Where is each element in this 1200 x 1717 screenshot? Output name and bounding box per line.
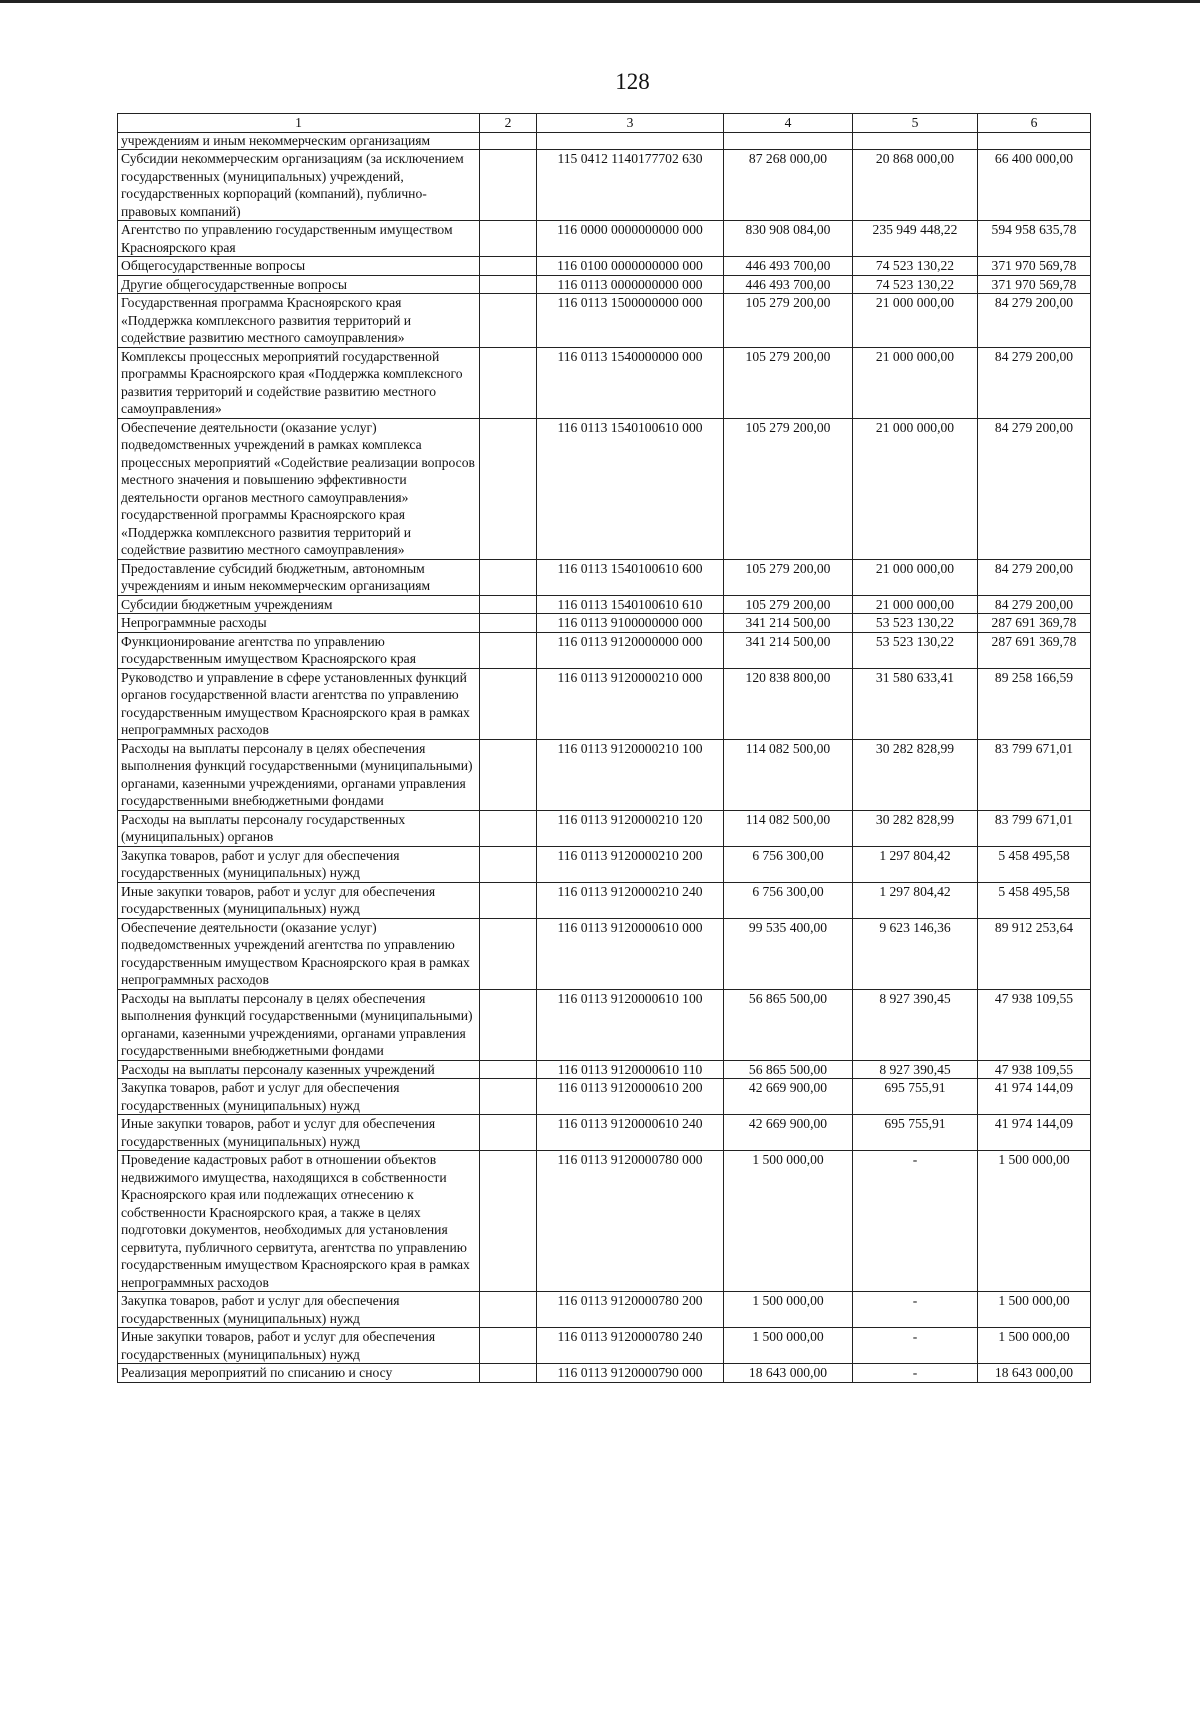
row-budget-code: 116 0113 9120000610 100 bbox=[537, 989, 724, 1060]
row-amount-remaining: 287 691 369,78 bbox=[978, 632, 1091, 668]
row-amount-planned: 120 838 800,00 bbox=[724, 668, 853, 739]
row-col2 bbox=[480, 1328, 537, 1364]
row-budget-code: 116 0113 9120000000 000 bbox=[537, 632, 724, 668]
table-row bbox=[118, 739, 1091, 810]
row-budget-code: 116 0113 9120000210 000 bbox=[537, 668, 724, 739]
row-amount-planned: 1 500 000,00 bbox=[724, 1151, 853, 1292]
table-body bbox=[118, 133, 1091, 1383]
row-description: Закупка товаров, работ и услуг для обеспечения государственных (муниципальных) нужд bbox=[118, 846, 480, 882]
row-col2 bbox=[480, 595, 537, 614]
row-amount-remaining: 66 400 000,00 bbox=[978, 150, 1091, 221]
row-col2 bbox=[480, 632, 537, 668]
row-amount-planned: 114 082 500,00 bbox=[724, 810, 853, 846]
row-amount-planned: 105 279 200,00 bbox=[724, 347, 853, 418]
table-row bbox=[118, 1115, 1091, 1151]
row-amount-planned: 87 268 000,00 bbox=[724, 150, 853, 221]
row-amount-executed: 235 949 448,22 bbox=[853, 221, 978, 257]
table-row bbox=[118, 1328, 1091, 1364]
row-budget-code: 116 0113 9120000610 110 bbox=[537, 1060, 724, 1079]
row-amount-executed: 31 580 633,41 bbox=[853, 668, 978, 739]
row-amount-remaining: 84 279 200,00 bbox=[978, 559, 1091, 595]
row-amount-remaining: 47 938 109,55 bbox=[978, 989, 1091, 1060]
row-amount-planned: 1 500 000,00 bbox=[724, 1328, 853, 1364]
column-header: 3 bbox=[537, 114, 724, 133]
table-row bbox=[118, 1060, 1091, 1079]
row-budget-code: 116 0113 9120000780 200 bbox=[537, 1292, 724, 1328]
row-amount-planned: 99 535 400,00 bbox=[724, 918, 853, 989]
table-row bbox=[118, 559, 1091, 595]
table-row bbox=[118, 1292, 1091, 1328]
row-budget-code: 116 0113 9120000790 000 bbox=[537, 1364, 724, 1383]
row-description: Расходы на выплаты персоналу казенных учреждений bbox=[118, 1060, 480, 1079]
row-budget-code: 116 0113 9120000210 200 bbox=[537, 846, 724, 882]
row-description: Другие общегосударственные вопросы bbox=[118, 275, 480, 294]
row-amount-remaining: 1 500 000,00 bbox=[978, 1151, 1091, 1292]
row-amount-planned: 18 643 000,00 bbox=[724, 1364, 853, 1383]
row-amount-executed: 20 868 000,00 bbox=[853, 150, 978, 221]
row-amount-planned: 42 669 900,00 bbox=[724, 1115, 853, 1151]
row-amount-planned: 105 279 200,00 bbox=[724, 595, 853, 614]
row-col2 bbox=[480, 418, 537, 559]
row-amount-remaining: 5 458 495,58 bbox=[978, 882, 1091, 918]
page-number: 128 bbox=[615, 69, 650, 94]
row-amount-executed bbox=[853, 133, 978, 150]
row-budget-code: 116 0113 9120000610 200 bbox=[537, 1079, 724, 1115]
row-budget-code: 116 0113 1540100610 610 bbox=[537, 595, 724, 614]
row-amount-executed: 74 523 130,22 bbox=[853, 257, 978, 276]
row-budget-code: 116 0113 9120000780 000 bbox=[537, 1151, 724, 1292]
column-header: 2 bbox=[480, 114, 537, 133]
table-row bbox=[118, 595, 1091, 614]
row-amount-executed: - bbox=[853, 1151, 978, 1292]
row-amount-remaining: 1 500 000,00 bbox=[978, 1328, 1091, 1364]
row-amount-remaining: 371 970 569,78 bbox=[978, 275, 1091, 294]
row-budget-code: 116 0113 9100000000 000 bbox=[537, 614, 724, 633]
row-amount-executed: 21 000 000,00 bbox=[853, 559, 978, 595]
row-col2 bbox=[480, 846, 537, 882]
row-description: Иные закупки товаров, работ и услуг для обеспечения государственных (муниципальных) нужд bbox=[118, 1115, 480, 1151]
row-amount-executed: 53 523 130,22 bbox=[853, 614, 978, 633]
row-col2 bbox=[480, 739, 537, 810]
row-budget-code: 116 0113 9120000210 240 bbox=[537, 882, 724, 918]
row-amount-executed: 21 000 000,00 bbox=[853, 294, 978, 348]
column-header: 5 bbox=[853, 114, 978, 133]
column-header: 6 bbox=[978, 114, 1091, 133]
row-amount-remaining: 84 279 200,00 bbox=[978, 595, 1091, 614]
row-amount-planned: 830 908 084,00 bbox=[724, 221, 853, 257]
row-col2 bbox=[480, 668, 537, 739]
row-budget-code: 116 0113 0000000000 000 bbox=[537, 275, 724, 294]
row-amount-planned: 341 214 500,00 bbox=[724, 632, 853, 668]
row-amount-remaining: 83 799 671,01 bbox=[978, 739, 1091, 810]
row-amount-remaining bbox=[978, 133, 1091, 150]
table-row bbox=[118, 989, 1091, 1060]
table-row bbox=[118, 1364, 1091, 1383]
row-description: Расходы на выплаты персоналу в целях обеспечения выполнения функций государственными (муниципальными) органами, казенными учреждениями, органами управления государственными внебюджетными фондами bbox=[118, 739, 480, 810]
table-row bbox=[118, 632, 1091, 668]
row-description: Закупка товаров, работ и услуг для обеспечения государственных (муниципальных) нужд bbox=[118, 1079, 480, 1115]
row-amount-planned: 56 865 500,00 bbox=[724, 989, 853, 1060]
row-amount-remaining: 84 279 200,00 bbox=[978, 418, 1091, 559]
row-budget-code: 116 0113 9120000780 240 bbox=[537, 1328, 724, 1364]
row-amount-executed: 695 755,91 bbox=[853, 1115, 978, 1151]
table-row bbox=[118, 846, 1091, 882]
row-amount-remaining: 83 799 671,01 bbox=[978, 810, 1091, 846]
row-amount-executed: 21 000 000,00 bbox=[853, 418, 978, 559]
table-row bbox=[118, 347, 1091, 418]
row-amount-remaining: 18 643 000,00 bbox=[978, 1364, 1091, 1383]
row-description: Государственная программа Красноярского края «Поддержка комплексного развития территорий и содействие развитию местного самоуправления» bbox=[118, 294, 480, 348]
row-amount-executed: 53 523 130,22 bbox=[853, 632, 978, 668]
row-col2 bbox=[480, 1151, 537, 1292]
row-amount-executed: 30 282 828,99 bbox=[853, 739, 978, 810]
row-amount-executed: 74 523 130,22 bbox=[853, 275, 978, 294]
row-budget-code: 116 0100 0000000000 000 bbox=[537, 257, 724, 276]
table-row bbox=[118, 810, 1091, 846]
row-amount-remaining: 594 958 635,78 bbox=[978, 221, 1091, 257]
row-amount-planned bbox=[724, 133, 853, 150]
row-budget-code: 116 0113 1540000000 000 bbox=[537, 347, 724, 418]
row-budget-code: 116 0113 9120000210 120 bbox=[537, 810, 724, 846]
row-budget-code: 116 0000 0000000000 000 bbox=[537, 221, 724, 257]
row-amount-planned: 105 279 200,00 bbox=[724, 418, 853, 559]
row-budget-code: 116 0113 1540100610 600 bbox=[537, 559, 724, 595]
row-amount-planned: 446 493 700,00 bbox=[724, 275, 853, 294]
row-description: Субсидии бюджетным учреждениям bbox=[118, 595, 480, 614]
table-row bbox=[118, 668, 1091, 739]
row-amount-planned: 6 756 300,00 bbox=[724, 846, 853, 882]
row-description: Комплексы процессных мероприятий государственной программы Красноярского края «Поддержка комплексного развития территорий и содействие развитию местного самоуправления» bbox=[118, 347, 480, 418]
row-amount-executed: 8 927 390,45 bbox=[853, 1060, 978, 1079]
column-header: 1 bbox=[118, 114, 480, 133]
row-description: Реализация мероприятий по списанию и сносу bbox=[118, 1364, 480, 1383]
row-description: Иные закупки товаров, работ и услуг для обеспечения государственных (муниципальных) нужд bbox=[118, 882, 480, 918]
table-row bbox=[118, 418, 1091, 559]
row-amount-executed: 8 927 390,45 bbox=[853, 989, 978, 1060]
row-col2 bbox=[480, 347, 537, 418]
row-col2 bbox=[480, 133, 537, 150]
row-description: Иные закупки товаров, работ и услуг для обеспечения государственных (муниципальных) нужд bbox=[118, 1328, 480, 1364]
table-row bbox=[118, 257, 1091, 276]
row-budget-code: 116 0113 9120000610 000 bbox=[537, 918, 724, 989]
row-amount-planned: 114 082 500,00 bbox=[724, 739, 853, 810]
row-description: Предоставление субсидий бюджетным, автономным учреждениям и иным некоммерческим организациям bbox=[118, 559, 480, 595]
table-row bbox=[118, 1151, 1091, 1292]
row-amount-remaining: 84 279 200,00 bbox=[978, 347, 1091, 418]
row-amount-remaining: 287 691 369,78 bbox=[978, 614, 1091, 633]
row-col2 bbox=[480, 614, 537, 633]
row-amount-remaining: 371 970 569,78 bbox=[978, 257, 1091, 276]
row-amount-executed: 21 000 000,00 bbox=[853, 347, 978, 418]
row-description: Непрограммные расходы bbox=[118, 614, 480, 633]
row-amount-planned: 42 669 900,00 bbox=[724, 1079, 853, 1115]
row-amount-executed: - bbox=[853, 1364, 978, 1383]
table-row bbox=[118, 294, 1091, 348]
row-amount-planned: 341 214 500,00 bbox=[724, 614, 853, 633]
row-amount-planned: 446 493 700,00 bbox=[724, 257, 853, 276]
table-row bbox=[118, 133, 1091, 150]
budget-table bbox=[117, 113, 1091, 1383]
row-amount-executed: 695 755,91 bbox=[853, 1079, 978, 1115]
row-description: Общегосударственные вопросы bbox=[118, 257, 480, 276]
table-row bbox=[118, 614, 1091, 633]
row-description: Руководство и управление в сфере установленных функций органов государственной власти агентства по управлению государственным имуществом Красноярского края в рамках непрограммных расходов bbox=[118, 668, 480, 739]
row-budget-code: 115 0412 1140177702 630 bbox=[537, 150, 724, 221]
row-description: Закупка товаров, работ и услуг для обеспечения государственных (муниципальных) нужд bbox=[118, 1292, 480, 1328]
row-amount-executed: 1 297 804,42 bbox=[853, 882, 978, 918]
row-budget-code: 116 0113 9120000610 240 bbox=[537, 1115, 724, 1151]
table-row bbox=[118, 918, 1091, 989]
row-budget-code: 116 0113 1540100610 000 bbox=[537, 418, 724, 559]
row-amount-remaining: 41 974 144,09 bbox=[978, 1079, 1091, 1115]
row-budget-code bbox=[537, 133, 724, 150]
row-col2 bbox=[480, 257, 537, 276]
table-row bbox=[118, 1079, 1091, 1115]
row-amount-planned: 105 279 200,00 bbox=[724, 294, 853, 348]
row-col2 bbox=[480, 989, 537, 1060]
row-col2 bbox=[480, 150, 537, 221]
table-row bbox=[118, 221, 1091, 257]
row-amount-executed: 1 297 804,42 bbox=[853, 846, 978, 882]
row-amount-planned: 6 756 300,00 bbox=[724, 882, 853, 918]
row-amount-remaining: 89 258 166,59 bbox=[978, 668, 1091, 739]
row-col2 bbox=[480, 810, 537, 846]
row-col2 bbox=[480, 1364, 537, 1383]
top-border-line bbox=[0, 0, 1200, 3]
column-header: 4 bbox=[724, 114, 853, 133]
row-amount-planned: 1 500 000,00 bbox=[724, 1292, 853, 1328]
row-col2 bbox=[480, 559, 537, 595]
row-col2 bbox=[480, 918, 537, 989]
row-amount-remaining: 41 974 144,09 bbox=[978, 1115, 1091, 1151]
row-amount-executed: - bbox=[853, 1292, 978, 1328]
row-description: Проведение кадастровых работ в отношении объектов недвижимого имущества, находящихся в собственности Красноярского края или подлежащих отнесению к собственности Красноярского края, а также в целях подготовки документов, необходимых для установления сервитута, публичного сервитута, агентства по управлению государственным имуществом Красноярского края в рамках непрограммных расходов bbox=[118, 1151, 480, 1292]
row-amount-executed: - bbox=[853, 1328, 978, 1364]
row-col2 bbox=[480, 1115, 537, 1151]
row-col2 bbox=[480, 1292, 537, 1328]
row-amount-planned: 105 279 200,00 bbox=[724, 559, 853, 595]
row-description: Субсидии некоммерческим организациям (за исключением государственных (муниципальных) учреждений, государственных корпораций (компаний), публично-правовых компаний) bbox=[118, 150, 480, 221]
row-description: Обеспечение деятельности (оказание услуг) подведомственных учреждений агентства по управлению государственным имуществом Красноярского края в рамках непрограммных расходов bbox=[118, 918, 480, 989]
table-header-row bbox=[118, 114, 1091, 133]
row-col2 bbox=[480, 1060, 537, 1079]
row-amount-remaining: 1 500 000,00 bbox=[978, 1292, 1091, 1328]
row-amount-remaining: 89 912 253,64 bbox=[978, 918, 1091, 989]
table-row bbox=[118, 150, 1091, 221]
row-description: Расходы на выплаты персоналу в целях обеспечения выполнения функций государственными (муниципальными) органами, казенными учреждениями, органами управления государственными внебюджетными фондами bbox=[118, 989, 480, 1060]
row-amount-executed: 9 623 146,36 bbox=[853, 918, 978, 989]
row-amount-remaining: 47 938 109,55 bbox=[978, 1060, 1091, 1079]
row-description: Расходы на выплаты персоналу государственных (муниципальных) органов bbox=[118, 810, 480, 846]
row-description: Обеспечение деятельности (оказание услуг) подведомственных учреждений в рамках комплекса процессных мероприятий «Содействие реализации вопросов местного значения и повышению эффективности деятельности органов местного самоуправления» государственной программы Красноярского края «Поддержка комплексного развития территорий и содействие развитию местного самоуправления» bbox=[118, 418, 480, 559]
row-amount-remaining: 84 279 200,00 bbox=[978, 294, 1091, 348]
row-amount-executed: 21 000 000,00 bbox=[853, 595, 978, 614]
row-description: учреждениям и иным некоммерческим организациям bbox=[118, 133, 480, 150]
row-amount-planned: 56 865 500,00 bbox=[724, 1060, 853, 1079]
row-col2 bbox=[480, 1079, 537, 1115]
row-description: Функционирование агентства по управлению государственным имуществом Красноярского края bbox=[118, 632, 480, 668]
row-amount-executed: 30 282 828,99 bbox=[853, 810, 978, 846]
row-description: Агентство по управлению государственным имуществом Красноярского края bbox=[118, 221, 480, 257]
table-row bbox=[118, 882, 1091, 918]
row-col2 bbox=[480, 221, 537, 257]
row-col2 bbox=[480, 275, 537, 294]
row-col2 bbox=[480, 882, 537, 918]
table-row bbox=[118, 275, 1091, 294]
row-budget-code: 116 0113 1500000000 000 bbox=[537, 294, 724, 348]
row-amount-remaining: 5 458 495,58 bbox=[978, 846, 1091, 882]
row-budget-code: 116 0113 9120000210 100 bbox=[537, 739, 724, 810]
row-col2 bbox=[480, 294, 537, 348]
